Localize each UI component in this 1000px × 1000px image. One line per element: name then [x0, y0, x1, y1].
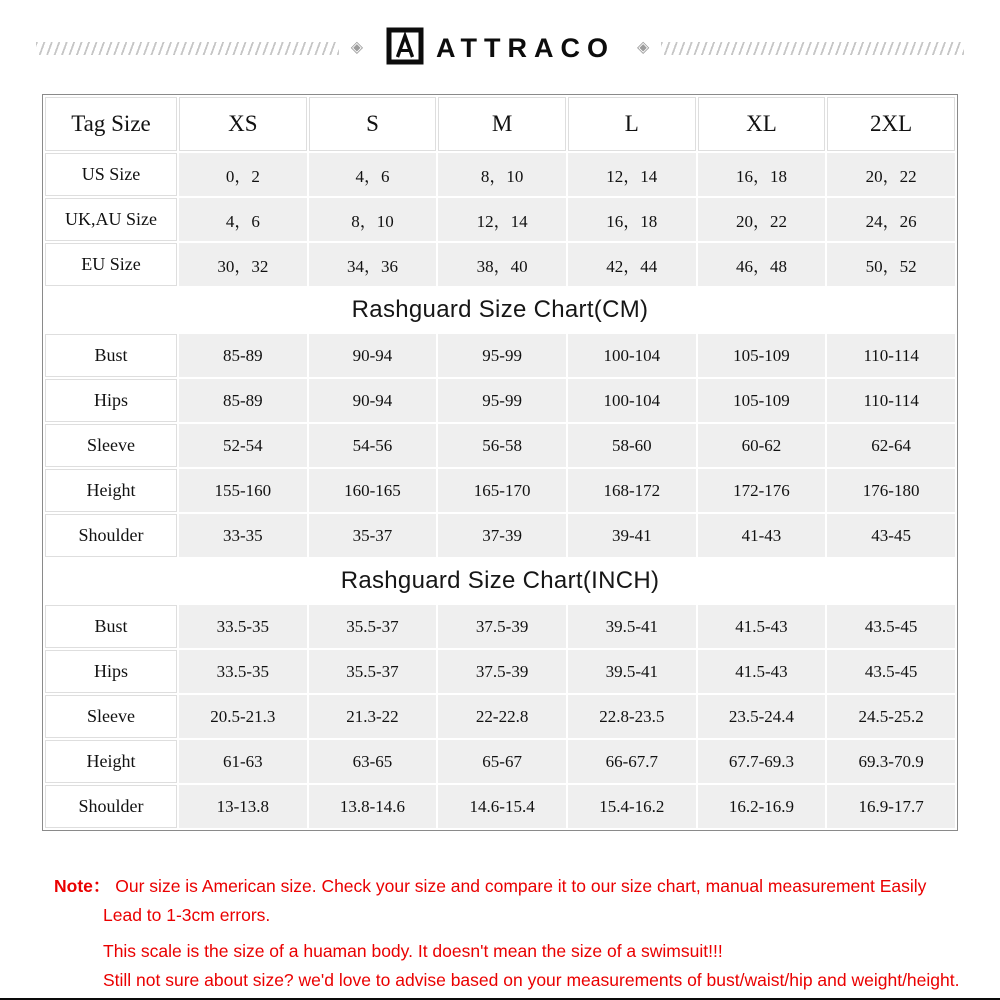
table-row: [45, 605, 955, 648]
value-cell: 20，22: [698, 198, 826, 241]
value-cell: 110-114: [827, 379, 955, 422]
size-header-cell: M: [438, 97, 566, 151]
hatch-line-left: [36, 42, 339, 55]
cm-section-row: [45, 288, 955, 332]
table-row: [45, 740, 955, 783]
value-cell: 39.5-41: [568, 650, 696, 693]
value-cell: 155-160: [179, 469, 307, 512]
value-cell: 24，26: [827, 198, 955, 241]
table-row: [45, 153, 955, 196]
value-cell: 4，6: [179, 198, 307, 241]
value-cell: 61-63: [179, 740, 307, 783]
value-cell: 24.5-25.2: [827, 695, 955, 738]
value-cell: 56-58: [438, 424, 566, 467]
value-cell: 41.5-43: [698, 650, 826, 693]
diamond-ornament-right: ◈: [637, 39, 650, 56]
size-header-cell: L: [568, 97, 696, 151]
value-cell: 22-22.8: [438, 695, 566, 738]
value-cell: 20，22: [827, 153, 955, 196]
note-line-4: Still not sure about size? we'd love to advise based on your measurements of bust/waist/hip and weight/height.: [103, 970, 960, 990]
row-label-cell: Bust: [45, 334, 177, 377]
row-label-cell: Hips: [45, 650, 177, 693]
value-cell: 21.3-22: [309, 695, 437, 738]
value-cell: 63-65: [309, 740, 437, 783]
row-label-cell: Hips: [45, 379, 177, 422]
table-row: [45, 424, 955, 467]
value-cell: 4，6: [309, 153, 437, 196]
row-label-cell: Height: [45, 469, 177, 512]
row-label-cell: EU Size: [45, 243, 177, 286]
value-cell: 172-176: [698, 469, 826, 512]
value-cell: 52-54: [179, 424, 307, 467]
value-cell: 8，10: [438, 153, 566, 196]
value-cell: 35.5-37: [309, 605, 437, 648]
value-cell: 100-104: [568, 379, 696, 422]
value-cell: 35-37: [309, 514, 437, 557]
value-cell: 95-99: [438, 379, 566, 422]
value-cell: 50，52: [827, 243, 955, 286]
row-label-cell: Shoulder: [45, 785, 177, 828]
row-label-cell: UK,AU Size: [45, 198, 177, 241]
hatch-line-right: [661, 42, 964, 55]
value-cell: 110-114: [827, 334, 955, 377]
value-cell: 46，48: [698, 243, 826, 286]
value-cell: 22.8-23.5: [568, 695, 696, 738]
value-cell: 16，18: [568, 198, 696, 241]
note-text-1: Our size is American size. Check your size and compare it to our size chart, manual measurement Easily: [115, 876, 927, 896]
value-cell: 16.9-17.7: [827, 785, 955, 828]
size-header-row: [45, 97, 955, 151]
brand-logo-text: ATTRACO: [436, 32, 615, 63]
value-cell: 41-43: [698, 514, 826, 557]
row-label-cell: Height: [45, 740, 177, 783]
table-row: [45, 379, 955, 422]
value-cell: 85-89: [179, 379, 307, 422]
value-cell: 13.8-14.6: [309, 785, 437, 828]
value-cell: 100-104: [568, 334, 696, 377]
value-cell: 60-62: [698, 424, 826, 467]
note-line-2: Lead to 1-3cm errors.: [103, 905, 271, 925]
table-row: [45, 334, 955, 377]
value-cell: 12，14: [438, 198, 566, 241]
table-row: [45, 514, 955, 557]
value-cell: 95-99: [438, 334, 566, 377]
section-title: Rashguard Size Chart(CM): [45, 288, 955, 332]
value-cell: 16.2-16.9: [698, 785, 826, 828]
value-cell: 90-94: [309, 334, 437, 377]
value-cell: 34，36: [309, 243, 437, 286]
section-title: Rashguard Size Chart(INCH): [45, 559, 955, 603]
value-cell: 33.5-35: [179, 605, 307, 648]
brand-logo: [385, 26, 615, 71]
value-cell: 37-39: [438, 514, 566, 557]
size-header-cell: 2XL: [827, 97, 955, 151]
value-cell: 41.5-43: [698, 605, 826, 648]
value-cell: 16，18: [698, 153, 826, 196]
value-cell: 90-94: [309, 379, 437, 422]
value-cell: 33-35: [179, 514, 307, 557]
value-cell: 42，44: [568, 243, 696, 286]
size-header-cell: XL: [698, 97, 826, 151]
value-cell: 23.5-24.4: [698, 695, 826, 738]
value-cell: 43.5-45: [827, 650, 955, 693]
value-cell: 30，32: [179, 243, 307, 286]
row-label-cell: Bust: [45, 605, 177, 648]
value-cell: 39-41: [568, 514, 696, 557]
value-cell: 105-109: [698, 379, 826, 422]
inch-section-row: [45, 559, 955, 603]
value-cell: 168-172: [568, 469, 696, 512]
table-row: [45, 469, 955, 512]
value-cell: 62-64: [827, 424, 955, 467]
value-cell: 35.5-37: [309, 650, 437, 693]
table-row: [45, 243, 955, 286]
brand-logo-icon: [385, 26, 425, 71]
row-label-cell: Sleeve: [45, 424, 177, 467]
value-cell: 43.5-45: [827, 605, 955, 648]
value-cell: 20.5-21.3: [179, 695, 307, 738]
value-cell: 37.5-39: [438, 650, 566, 693]
table-row: [45, 785, 955, 828]
value-cell: 37.5-39: [438, 605, 566, 648]
value-cell: 58-60: [568, 424, 696, 467]
size-chart-table: [43, 95, 957, 830]
value-cell: 38，40: [438, 243, 566, 286]
value-cell: 176-180: [827, 469, 955, 512]
value-cell: 67.7-69.3: [698, 740, 826, 783]
value-cell: 8，10: [309, 198, 437, 241]
value-cell: 54-56: [309, 424, 437, 467]
size-header-cell: XS: [179, 97, 307, 151]
corner-header-cell: Tag Size: [45, 97, 177, 151]
row-label-cell: US Size: [45, 153, 177, 196]
value-cell: 33.5-35: [179, 650, 307, 693]
value-cell: 105-109: [698, 334, 826, 377]
brand-bar: [0, 26, 1000, 70]
table-row: [45, 198, 955, 241]
value-cell: 12，14: [568, 153, 696, 196]
diamond-ornament-left: ◈: [350, 39, 364, 56]
value-cell: 15.4-16.2: [568, 785, 696, 828]
note-section: [54, 872, 964, 995]
size-chart-table-wrapper: [42, 94, 958, 831]
value-cell: 13-13.8: [179, 785, 307, 828]
value-cell: 14.6-15.4: [438, 785, 566, 828]
value-cell: 165-170: [438, 469, 566, 512]
table-row: [45, 695, 955, 738]
row-label-cell: Shoulder: [45, 514, 177, 557]
note-line-3: This scale is the size of a huaman body. It doesn't mean the size of a swimsuit!!!: [103, 941, 723, 961]
value-cell: 0，2: [179, 153, 307, 196]
value-cell: 160-165: [309, 469, 437, 512]
value-cell: 39.5-41: [568, 605, 696, 648]
note-line-1: [54, 872, 964, 901]
value-cell: 66-67.7: [568, 740, 696, 783]
value-cell: 65-67: [438, 740, 566, 783]
row-label-cell: Sleeve: [45, 695, 177, 738]
value-cell: 85-89: [179, 334, 307, 377]
size-header-cell: S: [309, 97, 437, 151]
table-row: [45, 650, 955, 693]
value-cell: 43-45: [827, 514, 955, 557]
note-label: Note：: [54, 876, 111, 896]
value-cell: 69.3-70.9: [827, 740, 955, 783]
